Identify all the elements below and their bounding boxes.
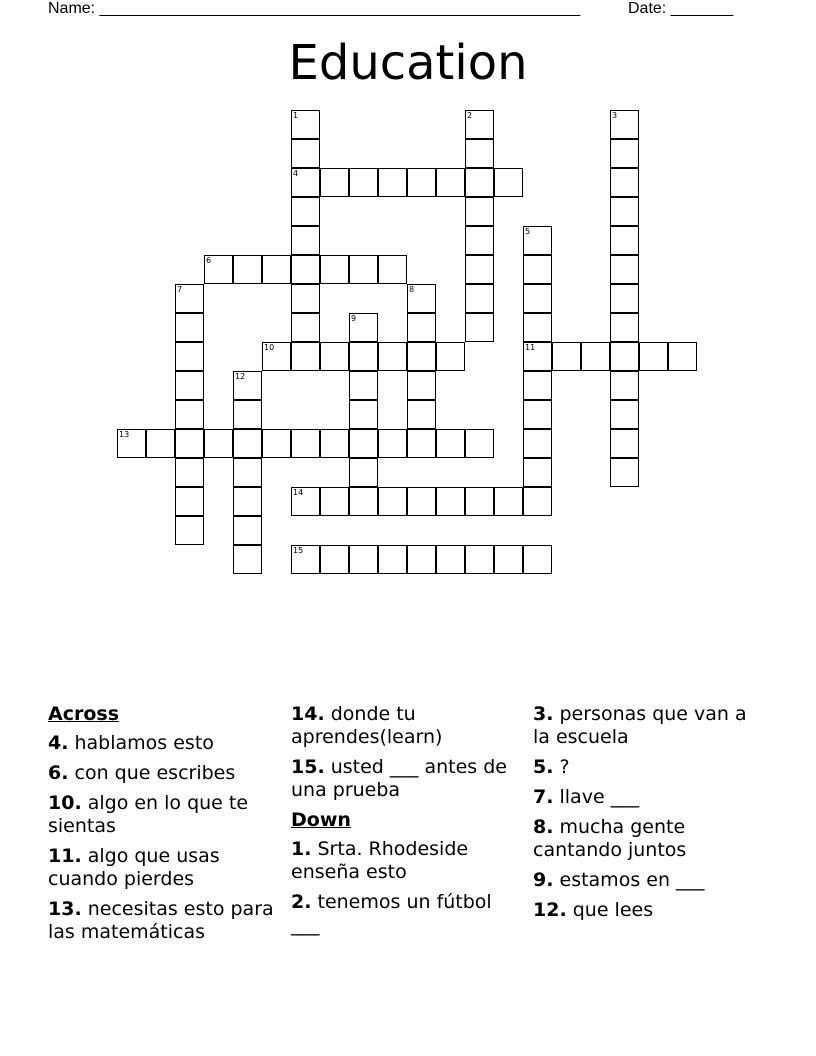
- clue-text: donde tu aprendes(learn): [291, 703, 443, 748]
- crossword-cell[interactable]: [233, 255, 262, 284]
- clue-number: 1.: [291, 838, 312, 860]
- crossword-cell[interactable]: [465, 284, 494, 313]
- clue-text: ?: [559, 756, 570, 778]
- crossword-cell[interactable]: [291, 545, 320, 574]
- crossword-cell[interactable]: [378, 342, 407, 371]
- crossword-cell[interactable]: [581, 342, 610, 371]
- clue-across-15: [291, 756, 526, 802]
- clue-down-5: [533, 756, 768, 779]
- crossword-cell[interactable]: [262, 342, 291, 371]
- crossword-cell[interactable]: [465, 255, 494, 284]
- crossword-cell[interactable]: [465, 197, 494, 226]
- crossword-cell[interactable]: [610, 400, 639, 429]
- clue-number: 15.: [291, 756, 325, 778]
- crossword-cell[interactable]: [291, 197, 320, 226]
- clue-number: 14.: [291, 703, 325, 725]
- crossword-cell[interactable]: [291, 313, 320, 342]
- crossword-cell[interactable]: [378, 487, 407, 516]
- crossword-cell[interactable]: [465, 429, 494, 458]
- clue-number: 11.: [48, 845, 82, 867]
- crossword-cell[interactable]: [117, 429, 146, 458]
- clue-across-14: [291, 703, 526, 749]
- cell-number: 9: [351, 314, 357, 323]
- crossword-cell[interactable]: [175, 487, 204, 516]
- crossword-cell[interactable]: [465, 168, 494, 197]
- crossword-cell[interactable]: [407, 284, 436, 313]
- across-heading: Across: [48, 703, 120, 725]
- crossword-cell[interactable]: [349, 371, 378, 400]
- crossword-cell[interactable]: [349, 255, 378, 284]
- crossword-cell[interactable]: [610, 313, 639, 342]
- crossword-cell[interactable]: [349, 400, 378, 429]
- clue-text: mucha gente cantando juntos: [533, 816, 687, 861]
- crossword-cell[interactable]: [610, 458, 639, 487]
- crossword-cell[interactable]: [523, 313, 552, 342]
- crossword-cell[interactable]: [407, 342, 436, 371]
- crossword-cell[interactable]: [320, 487, 349, 516]
- crossword-cell[interactable]: [349, 342, 378, 371]
- crossword-cell[interactable]: [407, 429, 436, 458]
- crossword-cell[interactable]: [291, 168, 320, 197]
- crossword-cell[interactable]: [378, 429, 407, 458]
- clue-number: 13.: [48, 898, 82, 920]
- down-heading: Down: [291, 809, 351, 831]
- clue-number: 6.: [48, 762, 69, 784]
- clue-down-1: [291, 838, 526, 884]
- crossword-cell[interactable]: [291, 139, 320, 168]
- cell-number: 1: [293, 111, 299, 120]
- crossword-cell[interactable]: [523, 487, 552, 516]
- crossword-cell[interactable]: [291, 487, 320, 516]
- crossword-cell[interactable]: [204, 255, 233, 284]
- crossword-cell[interactable]: [175, 400, 204, 429]
- crossword-cell[interactable]: [291, 284, 320, 313]
- clue-across-6: [48, 762, 283, 785]
- clue-text: usted ___ antes de una prueba: [291, 756, 507, 801]
- crossword-cell[interactable]: [349, 487, 378, 516]
- crossword-cell[interactable]: [320, 255, 349, 284]
- crossword-cell[interactable]: [523, 226, 552, 255]
- crossword-cell[interactable]: [233, 458, 262, 487]
- clue-number: 7.: [533, 786, 554, 808]
- clue-text: hablamos esto: [74, 732, 214, 754]
- clue-down-8: [533, 816, 768, 862]
- crossword-cell[interactable]: [349, 458, 378, 487]
- crossword-cell[interactable]: [378, 255, 407, 284]
- clue-text: que lees: [572, 899, 654, 921]
- crossword-cell[interactable]: [494, 168, 523, 197]
- crossword-cell[interactable]: [465, 226, 494, 255]
- clue-across-4: [48, 732, 283, 755]
- crossword-cell[interactable]: [465, 110, 494, 139]
- crossword-cell[interactable]: [378, 545, 407, 574]
- crossword-cell[interactable]: [291, 255, 320, 284]
- crossword-cell[interactable]: [668, 342, 697, 371]
- clue-down-2: [291, 891, 526, 937]
- crossword-cell[interactable]: [610, 371, 639, 400]
- crossword-cell[interactable]: [407, 313, 436, 342]
- crossword-cell[interactable]: [610, 255, 639, 284]
- crossword-cell[interactable]: [523, 284, 552, 313]
- crossword-cell[interactable]: [378, 168, 407, 197]
- crossword-cell[interactable]: [523, 400, 552, 429]
- clue-number: 12.: [533, 899, 567, 921]
- clue-down-9: [533, 869, 768, 892]
- clue-across-10: [48, 792, 283, 838]
- crossword-cell[interactable]: [291, 110, 320, 139]
- crossword-cell[interactable]: [407, 545, 436, 574]
- crossword-cell[interactable]: [175, 284, 204, 313]
- crossword-cell[interactable]: [233, 487, 262, 516]
- crossword-cell[interactable]: [349, 313, 378, 342]
- crossword-cell[interactable]: [610, 139, 639, 168]
- clue-number: 3.: [533, 703, 554, 725]
- crossword-cell[interactable]: [610, 168, 639, 197]
- crossword-cell[interactable]: [175, 371, 204, 400]
- crossword-cell[interactable]: [465, 313, 494, 342]
- crossword-cell[interactable]: [436, 545, 465, 574]
- crossword-cell[interactable]: [262, 255, 291, 284]
- cell-number: 15: [293, 546, 304, 555]
- clue-down-12: [533, 899, 768, 922]
- clue-text: Srta. Rhodeside enseña esto: [291, 838, 469, 883]
- crossword-cell[interactable]: [610, 110, 639, 139]
- crossword-cell[interactable]: [175, 429, 204, 458]
- crossword-cell[interactable]: [233, 371, 262, 400]
- crossword-cell[interactable]: [465, 139, 494, 168]
- cell-number: 11: [525, 343, 536, 352]
- crossword-cell[interactable]: [494, 545, 523, 574]
- cell-number: 14: [293, 488, 304, 497]
- crossword-cell[interactable]: [233, 429, 262, 458]
- crossword-cell[interactable]: [146, 429, 175, 458]
- crossword-cell[interactable]: [523, 371, 552, 400]
- crossword-cell[interactable]: [552, 342, 581, 371]
- crossword-cell[interactable]: [436, 342, 465, 371]
- clue-column-2: [291, 703, 526, 944]
- cell-number: 13: [119, 430, 130, 439]
- clue-across-13: [48, 898, 283, 944]
- clue-across-11: [48, 845, 283, 891]
- crossword-cell[interactable]: [320, 429, 349, 458]
- crossword-cell[interactable]: [523, 255, 552, 284]
- crossword-cell[interactable]: [291, 342, 320, 371]
- crossword-cell[interactable]: [523, 342, 552, 371]
- crossword-cell[interactable]: [233, 400, 262, 429]
- crossword-cell[interactable]: [320, 545, 349, 574]
- clue-number: 4.: [48, 732, 69, 754]
- clue-down-7: [533, 786, 768, 809]
- crossword-cell[interactable]: [407, 371, 436, 400]
- crossword-cell[interactable]: [610, 284, 639, 313]
- clue-down-3: [533, 703, 768, 749]
- cell-number: 7: [177, 285, 183, 294]
- crossword-cell[interactable]: [610, 197, 639, 226]
- clue-number: 8.: [533, 816, 554, 838]
- page-title: Education: [288, 35, 528, 91]
- crossword-cell[interactable]: [175, 516, 204, 545]
- clue-text: llave ___: [559, 786, 640, 808]
- cell-number: 10: [264, 343, 275, 352]
- name-field-label: Name: ______________________________________________________: [48, 0, 581, 17]
- crossword-cell[interactable]: [639, 342, 668, 371]
- cell-number: 5: [525, 227, 531, 236]
- cell-number: 8: [409, 285, 415, 294]
- date-field-label: Date: _______: [628, 0, 733, 17]
- crossword-cell[interactable]: [407, 400, 436, 429]
- crossword-cell[interactable]: [610, 342, 639, 371]
- cell-number: 12: [235, 372, 246, 381]
- clue-number: 10.: [48, 792, 82, 814]
- clue-text: personas que van a la escuela: [533, 703, 747, 748]
- crossword-cell[interactable]: [262, 429, 291, 458]
- crossword-cell[interactable]: [610, 226, 639, 255]
- crossword-cell[interactable]: [349, 545, 378, 574]
- cell-number: 4: [293, 169, 299, 178]
- crossword-cell[interactable]: [233, 516, 262, 545]
- crossword-cell[interactable]: [233, 545, 262, 574]
- clue-number: 5.: [533, 756, 554, 778]
- crossword-cell[interactable]: [523, 545, 552, 574]
- crossword-cell[interactable]: [465, 487, 494, 516]
- crossword-cell[interactable]: [523, 458, 552, 487]
- crossword-cell[interactable]: [349, 429, 378, 458]
- clue-number: 2.: [291, 891, 312, 913]
- crossword-cell[interactable]: [436, 487, 465, 516]
- clue-text: necesitas esto para las matemáticas: [48, 898, 274, 943]
- crossword-cell[interactable]: [320, 342, 349, 371]
- crossword-cell[interactable]: [436, 168, 465, 197]
- clue-text: algo que usas cuando pierdes: [48, 845, 220, 890]
- clue-column-1: [48, 703, 283, 951]
- crossword-cell[interactable]: [523, 429, 552, 458]
- cell-number: 2: [467, 111, 473, 120]
- crossword-cell[interactable]: [204, 429, 233, 458]
- crossword-cell[interactable]: [465, 545, 494, 574]
- clue-text: algo en lo que te sientas: [48, 792, 249, 837]
- crossword-cell[interactable]: [291, 429, 320, 458]
- clue-number: 9.: [533, 869, 554, 891]
- crossword-cell[interactable]: [407, 487, 436, 516]
- crossword-cell[interactable]: [436, 429, 465, 458]
- crossword-cell[interactable]: [494, 487, 523, 516]
- crossword-cell[interactable]: [610, 429, 639, 458]
- clue-text: tenemos un fútbol ___: [291, 891, 492, 936]
- crossword-cell[interactable]: [291, 226, 320, 255]
- cell-number: 3: [612, 111, 618, 120]
- clue-text: estamos en ___: [559, 869, 705, 891]
- crossword-cell[interactable]: [175, 458, 204, 487]
- crossword-cell[interactable]: [175, 342, 204, 371]
- crossword-cell[interactable]: [320, 168, 349, 197]
- cell-number: 6: [206, 256, 212, 265]
- crossword-cell[interactable]: [349, 168, 378, 197]
- crossword-cell[interactable]: [175, 313, 204, 342]
- clue-column-3: [533, 703, 768, 929]
- clue-text: con que escribes: [74, 762, 236, 784]
- crossword-cell[interactable]: [407, 168, 436, 197]
